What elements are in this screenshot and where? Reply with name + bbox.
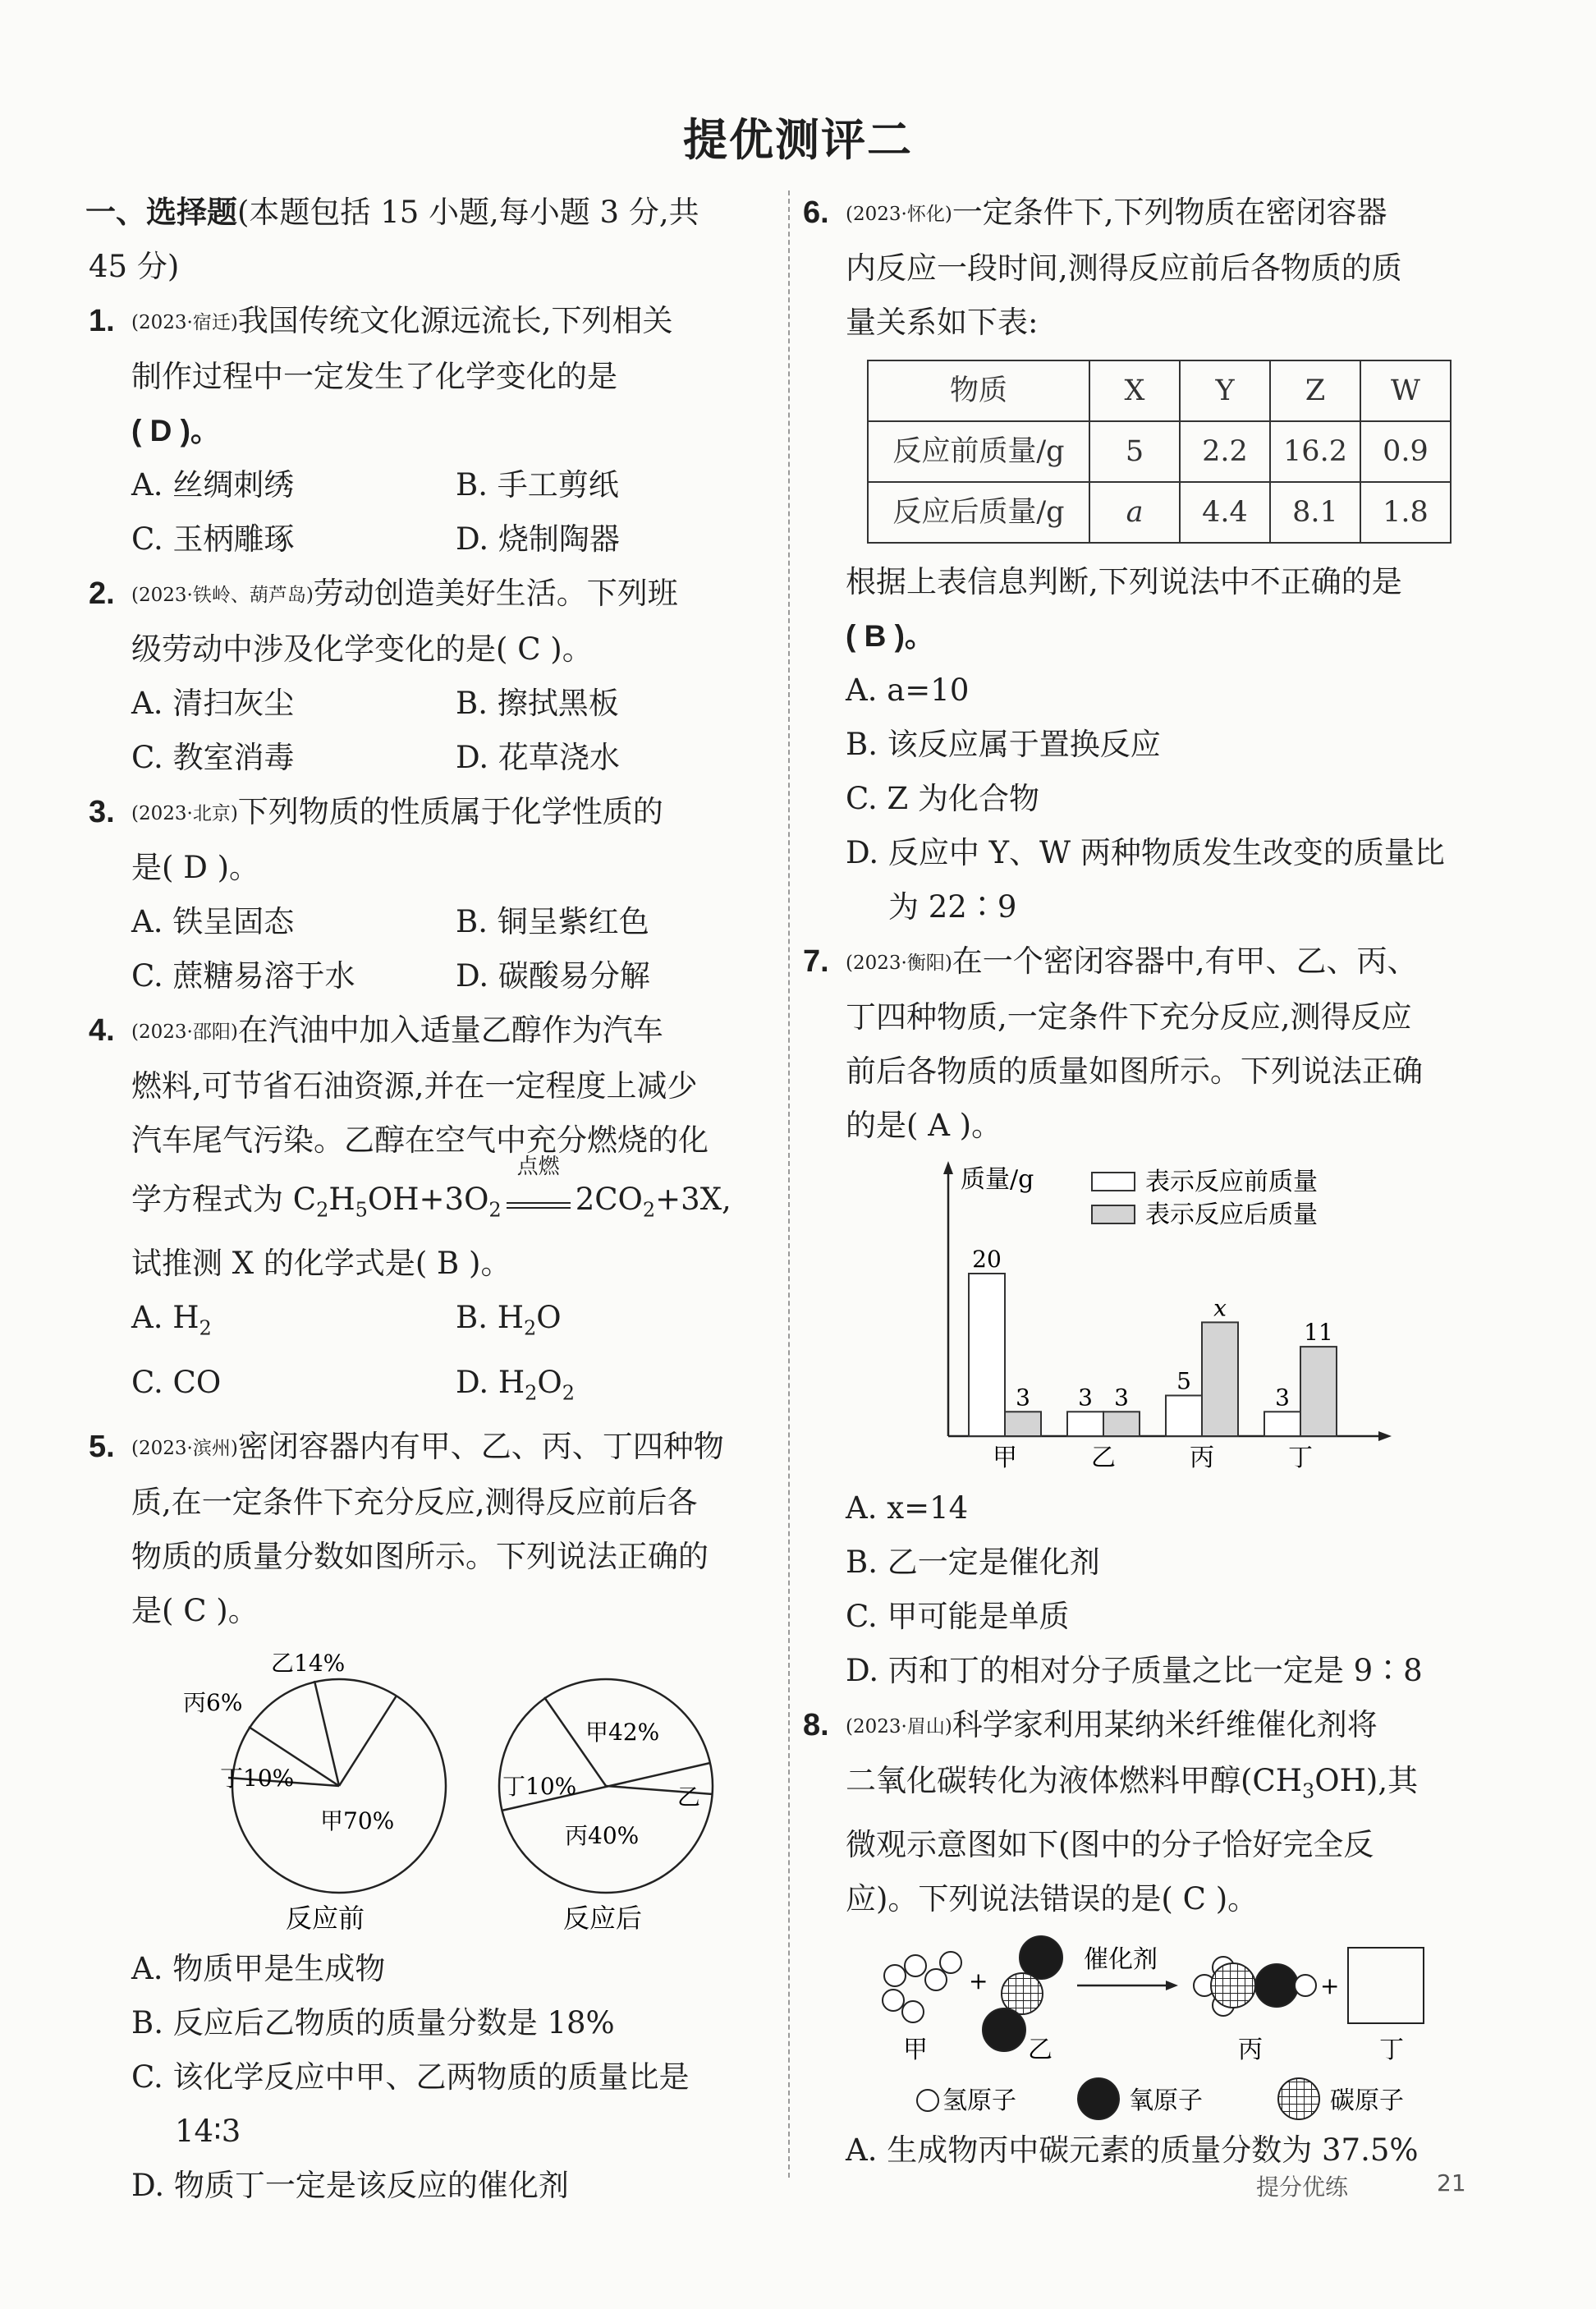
option-a: A. 清扫灰尘 — [131, 686, 295, 721]
question-5: 5. (2023·滨州)密闭容器内有甲、乙、丙、丁四种物 质,在一定条件下充分反应,测得反应前后各 物质的质量分数如图所示。下列说法正确的 是( C )。 乙14% 丙6% 丁10% 甲70% 反应前 甲42% 丁10% 乙 丙40% 反应后 A. 物质甲是生成物 B. 反应后乙物质的质量分数是 18% C. 该化学反应中甲、乙两物质的质量比是 14∶3 D. 物质丁一定是该反应的催化剂 — [89, 1420, 782, 2213]
option-d: D. $H_2O_2$ — [456, 1364, 576, 1405]
option-a: A. a=10 — [846, 673, 970, 708]
option-b: B. 反应后乙物质的质量分数是 18% — [131, 2005, 615, 2041]
option-b: B. 乙一定是催化剂 — [846, 1545, 1100, 1580]
svg-text:乙: 乙 — [1028, 2036, 1053, 2065]
page-number: 21 — [1437, 2169, 1466, 2197]
option-b: B. 铜呈紫红色 — [456, 904, 649, 939]
pie-after-caption: 反应后 — [563, 1903, 643, 1935]
option-a: A. 物质甲是生成物 — [131, 1951, 386, 1987]
pie-before-label-ding: 丁10% — [220, 1765, 295, 1793]
legend-swatch-after — [1092, 1205, 1135, 1223]
question-1: 1. (2023·宿迁)我国传统文化源远流长,下列相关 制作过程中一定发生了化学变化的是 ( D )。 A. 丝绸刺绣 B. 手工剪纸 C. 玉柄雕琢 D. 烧制陶器 — [89, 294, 782, 567]
bar-label-甲-before: 20 — [972, 1246, 1002, 1273]
pie-after-label-ding: 丁10% — [502, 1773, 577, 1801]
svg-text:丙: 丙 — [1238, 2036, 1263, 2065]
section-heading: 一、选择题 — [85, 195, 237, 230]
svg-text:丁: 丁 — [1379, 2036, 1404, 2065]
left-column — [85, 186, 782, 2213]
option-d: D. 丙和丁的相对分子质量之比一定是 9∶8 — [846, 1653, 1423, 1688]
legend-after: 表示反应后质量 — [1145, 1200, 1318, 1229]
legend-carbon-icon — [1278, 2078, 1319, 2119]
bar-丙-after — [1202, 1322, 1238, 1436]
legend-hydrogen-icon — [917, 2090, 938, 2111]
mass-table: 物质 X Y Z W 反应前质量/g 5 2.2 16.2 0.9 反应后质量/g a 4.4 8.1 1.8 — [867, 360, 1452, 544]
footer-text: 提分优练 — [1256, 2174, 1349, 2201]
bar-丙-before — [1166, 1396, 1202, 1437]
question-4: 4. (2023·邵阳)在汽油中加入适量乙醇作为汽车 燃料,可节省石油资源,并在一定程度上减少 汽车尾气污染。乙醇在空气中充分燃烧的化 学方程式为 $C_2H_5OH+3O_2$ 点燃 $2CO_2+3X$, 试推测 X 的化学式是( B )。 A. $H_2$ B. $H_2O$ C. CO D. $H_2O_2$ — [89, 1003, 782, 1420]
product-bing — [1194, 1957, 1316, 2016]
pie-after-label-yi: 乙 — [677, 1783, 701, 1811]
question-8: 8. (2023·眉山)科学家利用某纳米纤维催化剂将 二氧化碳转化为液体燃料甲醇$(CH_3OH)$,其 微观示意图如下(图中的分子恰好完全反 应)。下列说法错误的是( C )。 + 催化剂 + 甲 乙 丙 丁 氢原子 氧原子 碳原子 A. 生成物丙中碳元素的质量分数为 37.5% — [846, 1698, 1502, 2178]
pie-charts — [89, 1638, 782, 1942]
catalyst-label: 催化剂 — [1084, 1945, 1158, 1975]
option-c: C. 玉柄雕琢 — [131, 521, 295, 557]
category-label-丙: 丙 — [1190, 1444, 1214, 1472]
question-6: 6. (2023·怀化)一定条件下,下列物质在密闭容器 内反应一段时间,测得反应前后各物质的质 量关系如下表: 物质 X Y Z W 反应前质量/g 5 2.2 16.2 0.9 反应后质量/g a 4.4 8.1 1.8 根据上表信息判断,下列说法中不正确的是 ( B )。 A. a=10 B. 该反应属于置换反应 C. Z 为化合物 D. 反应中 Y、W 两种物质发生改变的质量比 为 22∶9 — [846, 186, 1502, 934]
question-2: 2. (2023·铁岭、葫芦岛)劳动创造美好生活。下列班 级劳动中涉及化学变化的是( C )。 A. 清扫灰尘 B. 擦拭黑板 C. 教室消毒 D. 花草浇水 — [89, 567, 782, 785]
svg-text:+: + — [969, 1967, 988, 1995]
pie-before-caption: 反应前 — [286, 1903, 365, 1935]
bar-丁-after — [1300, 1347, 1337, 1436]
pie-before-label-yi: 乙14% — [271, 1650, 346, 1678]
option-c: C. 该化学反应中甲、乙两物质的质量比是 — [131, 2059, 690, 2096]
svg-text:氧原子: 氧原子 — [1129, 2086, 1203, 2116]
micro-diagram — [846, 1926, 1502, 2123]
category-label-丁: 丁 — [1288, 1444, 1313, 1472]
bar-label-丙-after: x — [1213, 1294, 1227, 1322]
bar-label-丁-before: 3 — [1275, 1384, 1290, 1412]
bar-label-丁-after: 11 — [1304, 1319, 1333, 1347]
legend-before: 表示反应前质量 — [1145, 1168, 1318, 1196]
bar-label-丙-before: 5 — [1176, 1367, 1191, 1395]
question-3: 3. (2023·北京)下列物质的性质属于化学性质的 是( D )。 A. 铁呈固态 B. 铜呈紫红色 C. 蔗糖易溶于水 D. 碳酸易分解 — [89, 785, 782, 1003]
category-label-乙: 乙 — [1091, 1444, 1116, 1472]
section-note-2: 45 分) — [89, 249, 180, 284]
option-a: A. $H_2$ — [131, 1300, 212, 1340]
option-d: D. 碳酸易分解 — [456, 958, 650, 994]
section-note: (本题包括 15 小题,每小题 3 分,共 — [237, 195, 699, 230]
question-7: 7. (2023·衡阳)在一个密闭容器中,有甲、乙、丙、 丁四种物质,一定条件下充分反应,测得反应 前后各物质的质量如图所示。下列说法正确 的是( A )。 质量/g 表示反应前质量 表示反应后质量 20 3 甲 3 3 乙 5 x 丙 3 11 丁 A. x=14 B. 乙一定是催化剂 C. 甲可能是单质 D. 丙和丁的相对分子质量之比一定是 9∶8 — [846, 934, 1502, 1698]
option-b: B. $H_2O$ — [456, 1300, 562, 1340]
option-c: C. 蔗糖易溶于水 — [131, 958, 355, 994]
svg-text:+: + — [1320, 1972, 1340, 2000]
svg-text:碳原子: 碳原子 — [1330, 2086, 1404, 2116]
pie-after-label-jia: 甲42% — [585, 1719, 660, 1747]
column-divider — [788, 191, 790, 2178]
y-axis-label: 质量/g — [961, 1165, 1034, 1194]
bar-label-乙-after: 3 — [1114, 1384, 1129, 1412]
right-column — [803, 186, 1502, 2178]
svg-text:氢原子: 氢原子 — [942, 2086, 1016, 2116]
option-c: C. CO — [131, 1364, 222, 1400]
option-a: A. 铁呈固态 — [131, 904, 295, 939]
option-b: B. 手工剪纸 — [456, 467, 619, 503]
pie-before-label-bing: 丙6% — [183, 1689, 243, 1717]
option-c: C. 教室消毒 — [131, 740, 295, 775]
option-b: B. 该反应属于置换反应 — [846, 727, 1161, 762]
bar-乙-after — [1103, 1412, 1140, 1436]
bar-甲-after — [1005, 1412, 1041, 1436]
option-a: A. x=14 — [846, 1490, 969, 1526]
pie-before-label-jia: 甲70% — [320, 1807, 395, 1835]
option-a: A. 生成物丙中碳元素的质量分数为 37.5% — [846, 2132, 1419, 2169]
pie-after-label-bing: 丙40% — [565, 1822, 640, 1850]
bar-甲-before — [969, 1274, 1005, 1436]
reactant-jia — [883, 1952, 961, 2022]
option-d: D. 花草浇水 — [456, 740, 620, 775]
bar-乙-before — [1067, 1412, 1103, 1436]
bar-丁-before — [1264, 1412, 1300, 1436]
product-ding — [1348, 1948, 1424, 2023]
reactant-yi — [983, 1936, 1062, 2051]
bar-chart — [846, 1153, 1502, 1481]
option-d: D. 反应中 Y、W 两种物质发生改变的质量比 — [846, 835, 1445, 870]
legend-oxygen-icon — [1078, 2078, 1119, 2119]
option-d: D. 烧制陶器 — [456, 521, 620, 557]
category-label-甲: 甲 — [993, 1444, 1017, 1472]
option-c: C. 甲可能是单质 — [846, 1599, 1070, 1634]
legend-swatch-before — [1092, 1173, 1135, 1191]
option-c: C. Z 为化合物 — [846, 781, 1039, 816]
bar-label-乙-before: 3 — [1078, 1384, 1093, 1412]
option-d: D. 物质丁一定是该反应的催化剂 — [131, 2168, 569, 2204]
svg-text:甲: 甲 — [903, 2036, 928, 2065]
combustion-equation: 学方程式为 $C_2H_5OH+3O_2$ 点燃 $2CO_2+3X$, — [131, 1154, 732, 1222]
option-a: A. 丝绸刺绣 — [131, 467, 295, 503]
page-title: 提优测评二 — [683, 114, 913, 166]
option-b: B. 擦拭黑板 — [456, 686, 619, 721]
bar-label-甲-after: 3 — [1016, 1384, 1030, 1412]
